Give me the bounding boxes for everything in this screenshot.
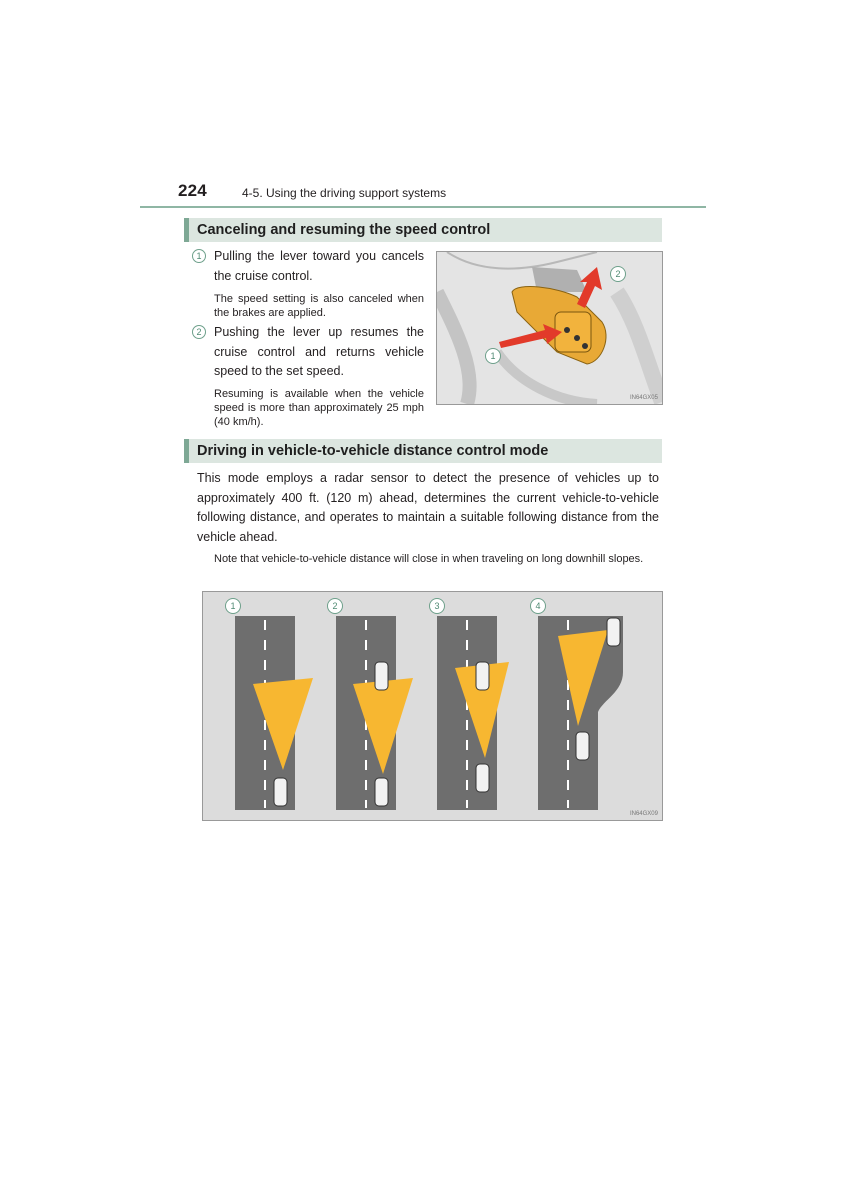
page-number: 224 bbox=[178, 181, 207, 200]
callout-marker-2: 2 bbox=[192, 325, 206, 339]
panel-2-icon: 2 bbox=[327, 598, 343, 614]
lever-illustration bbox=[437, 252, 662, 404]
callout-marker-1: 1 bbox=[192, 249, 206, 263]
panel-1-icon: 1 bbox=[225, 598, 241, 614]
item-text: Pulling the lever toward you cancels the cruise control. bbox=[214, 249, 424, 283]
section-heading-distance-control: Driving in vehicle-to-vehicle distance control mode bbox=[184, 439, 662, 463]
panel-3-icon: 3 bbox=[429, 598, 445, 614]
body-paragraph: This mode employs a radar sensor to detect the presence of vehicles up to approximately 400 ft. (120 m) ahead, determines the current vehicle-to-vehicle following distance, and operates to maintain a suitable following distance from the vehicle ahead. bbox=[197, 471, 659, 544]
lever-figure bbox=[436, 251, 663, 405]
figure-code: IN64GX05 bbox=[629, 395, 658, 401]
list-item-cancel bbox=[192, 247, 424, 286]
section-path: 4-5. Using the driving support systems bbox=[242, 186, 447, 200]
list-item-resume bbox=[192, 323, 424, 382]
header-rule bbox=[140, 206, 706, 208]
callout-1-icon: 1 bbox=[485, 348, 501, 364]
distance-control-figure bbox=[202, 591, 663, 821]
item-text: Pushing the lever up resumes the cruise control and returns vehicle speed to the set speed. bbox=[214, 325, 424, 378]
panel-4-icon: 4 bbox=[530, 598, 546, 614]
item-note: Resuming is available when the vehicle speed is more than approximately 25 mph (40 km/h). bbox=[214, 388, 424, 428]
body-note: Note that vehicle-to-vehicle distance will close in when traveling on long downhill slopes. bbox=[214, 553, 644, 565]
figure-code: IN64GX09 bbox=[629, 811, 658, 817]
section-heading-cancel-resume: Canceling and resuming the speed control bbox=[184, 218, 662, 242]
road-illustration bbox=[203, 592, 662, 820]
callout-2-icon: 2 bbox=[610, 266, 626, 282]
item-note: The speed setting is also canceled when the brakes are applied. bbox=[214, 293, 424, 319]
